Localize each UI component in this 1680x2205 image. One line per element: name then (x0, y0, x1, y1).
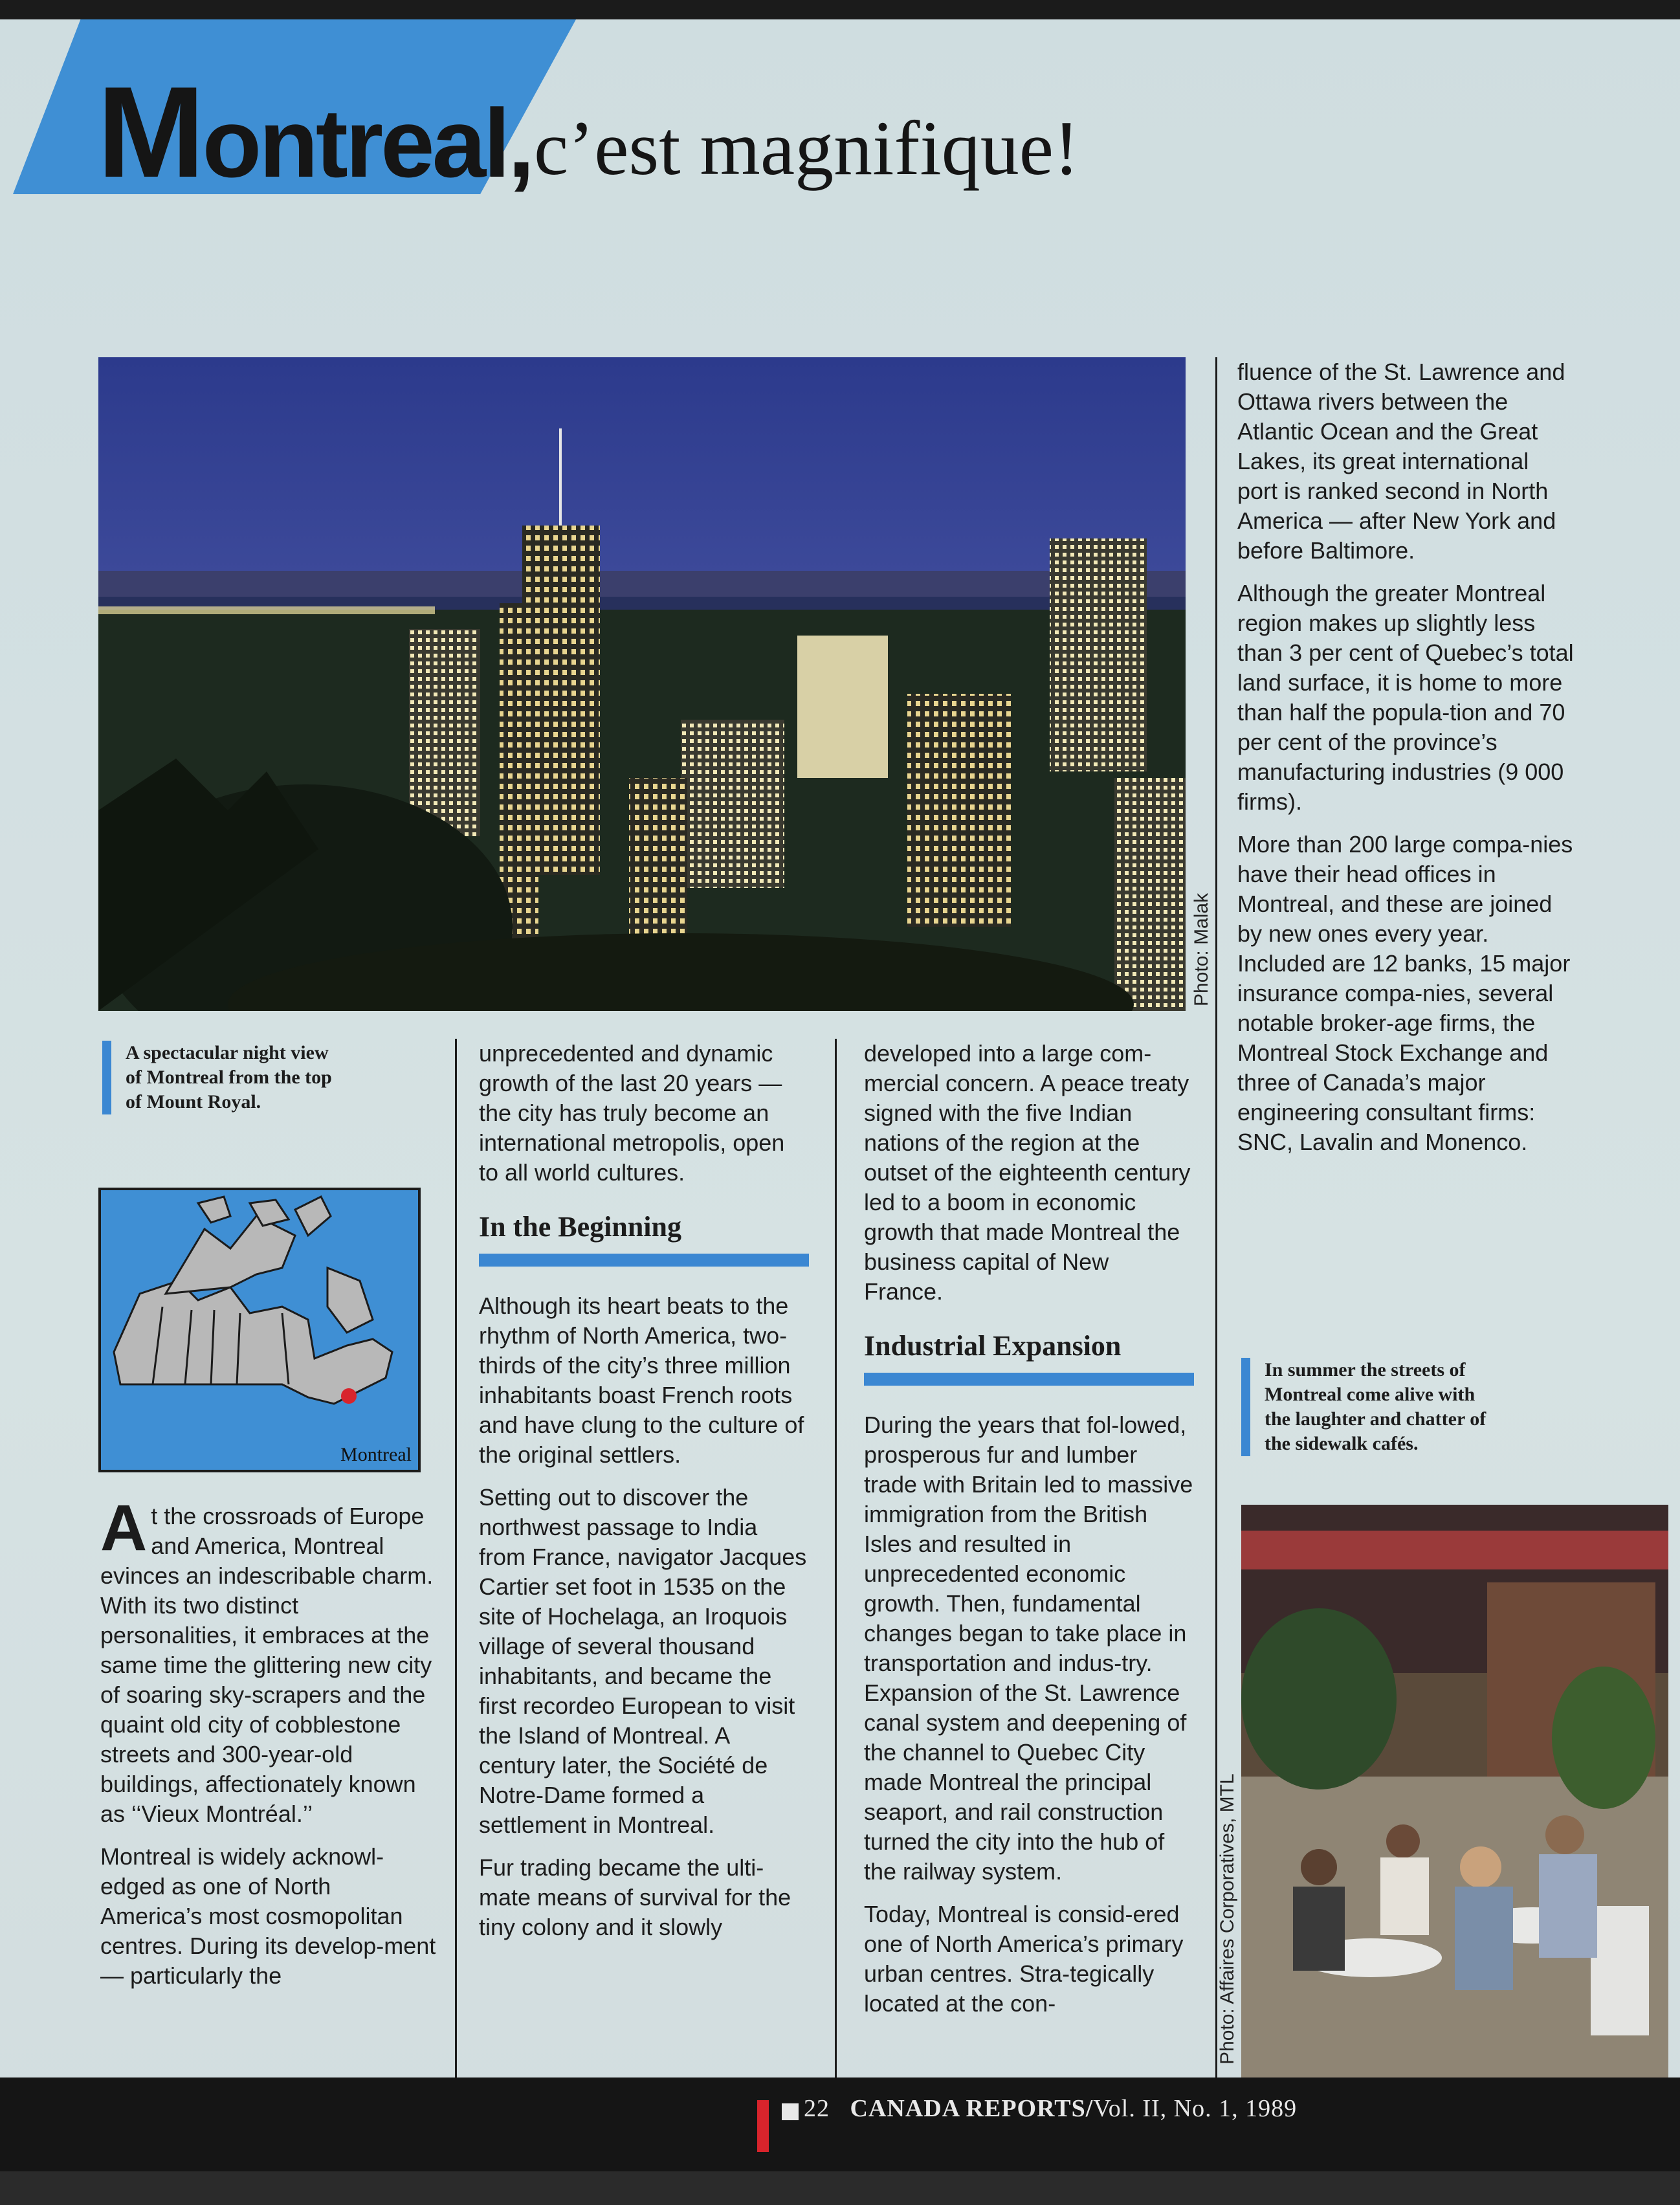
sidewalk-cafe-photo (1241, 1505, 1668, 2078)
article-column-1 (100, 1492, 437, 2004)
footer-red-marker (757, 2100, 769, 2152)
footer-bar (0, 2078, 1680, 2171)
section-rule-industrial (864, 1373, 1194, 1386)
page-subtitle: c’est magnifique! (534, 105, 1079, 191)
section-rule-beginning (479, 1254, 809, 1267)
page-number: 22 (804, 2095, 830, 2122)
canada-map-icon (101, 1190, 418, 1470)
footer-text (804, 2094, 1297, 2123)
map-label: Montreal (340, 1444, 412, 1465)
title-initial: M (97, 60, 203, 205)
section-heading-beginning: In the Beginning (479, 1211, 681, 1243)
col2-paragraph-3: Setting out to discover the northwest passage to India from France, navigator Jacques Cartier set foot in 1535 on the site of Hochelaga, an Iroquois village of several thousand inhabitants, and became the first recordeo European to visit the Island of Montreal. A century later, the Société de Notre-Dame formed a settlement in Montreal. (479, 1484, 807, 1838)
section-heading-industrial: Industrial Expansion (864, 1330, 1122, 1362)
col4-paragraph-1: fluence of the St. Lawrence and Ottawa rivers between the Atlantic Ocean and the Great Lakes, its great international port is ranked second in North America — after New York and before Baltimore. (1237, 359, 1565, 564)
dropcap: A (100, 1492, 148, 1564)
publication-name: CANADA REPORTS/ (850, 2095, 1094, 2122)
cafe-photo-credit: Photo: Affaires Corporatives, MTL (1217, 1773, 1238, 2065)
article-column-4 (1237, 357, 1574, 1170)
montreal-night-photo (98, 357, 1186, 1011)
issue-info: Vol. II, No. 1, 1989 (1093, 2095, 1298, 2122)
page-title (97, 58, 532, 207)
col3-paragraph-1: developed into a large com-mercial concern. A peace treaty signed with the five Indian nations of the region at the outset of the eighteenth century led to a boom in economic growth that made Montreal the business capital of New France. (864, 1040, 1191, 1305)
cafe-photo-caption: In summer the streets of Montreal come alive with the laughter and chatter of the sidewalk cafés. (1241, 1358, 1498, 1456)
col4-paragraph-2: Although the greater Montreal region makes up slightly less than 3 per cent of Quebec’s total land surface, it is home to more than half the popula-tion and 70 per cent of the province’s manufacturing industries (9 000 firms). (1237, 580, 1574, 815)
col3-paragraph-3: Today, Montreal is consid-ered one of North America’s primary urban centres. Stra-tegically located at the con- (864, 1901, 1184, 2017)
canada-map (98, 1188, 421, 1472)
col2-paragraph-4: Fur trading became the ulti-mate means of survival for the tiny colony and it slowly (479, 1854, 791, 1940)
column-rule-1 (455, 1039, 457, 2078)
intro-text: t the crossroads of Europe and America, Montreal evinces an indescribable charm. With its two distinct personalities, it embraces at the same time the glittering new city of soaring sky-scrapers and the quaint old city of cobblestone streets and 300-year-old buildings, affectionately known as ‘‘Vieux Montréal.’’ (100, 1503, 434, 1827)
night-photo-caption: A spectacular night view of Montreal from the top of Mount Royal. (102, 1041, 339, 1114)
col3-paragraph-2: During the years that fol-lowed, prosperous fur and lumber trade with Britain led to massive immigration from the British Isles and resulted in unprecedented economic growth. Then, fundamental changes began to take place in transportation and indus-try. Expansion of the St. Lawrence canal system and deepening of the channel to Quebec City made Montreal the principal seaport, and rail construction turned the city into the hub of the railway system. (864, 1412, 1193, 1885)
col1-paragraph-2: Montreal is widely acknowl-edged as one of North America’s most cosmopolitan centres. During its develop-ment — particularly the (100, 1843, 436, 1989)
night-photo-credit: Photo: Malak (1191, 892, 1212, 1006)
col4-paragraph-3: More than 200 large compa-nies have their head offices in Montreal, and these are joined by new ones every year. Included are 12 banks, 15 major insurance compa-nies, several notable broker-age firms, the Montreal Stock Exchange and three of Canada’s major engineering consultant firms: SNC, Lavalin and Monenco. (1237, 831, 1573, 1155)
montreal-marker-icon (341, 1388, 357, 1404)
col2-paragraph-1: unprecedented and dynamic growth of the last 20 years — the city has truly become an international metropolis, open to all world cultures. (479, 1040, 785, 1186)
title-rest: ontreal, (202, 89, 533, 197)
col2-paragraph-2: Although its heart beats to the rhythm of North America, two-thirds of the city’s three million inhabitants boast French roots and have clung to the culture of the original settlers. (479, 1292, 804, 1468)
top-black-bar (0, 0, 1680, 19)
column-rule-2 (835, 1039, 837, 2078)
article-column-3 (864, 1039, 1194, 2032)
intro-paragraph (100, 1492, 437, 1829)
bottom-scan-edge (0, 2171, 1680, 2205)
footer-square-icon (782, 2103, 799, 2120)
article-column-2 (479, 1039, 809, 1955)
